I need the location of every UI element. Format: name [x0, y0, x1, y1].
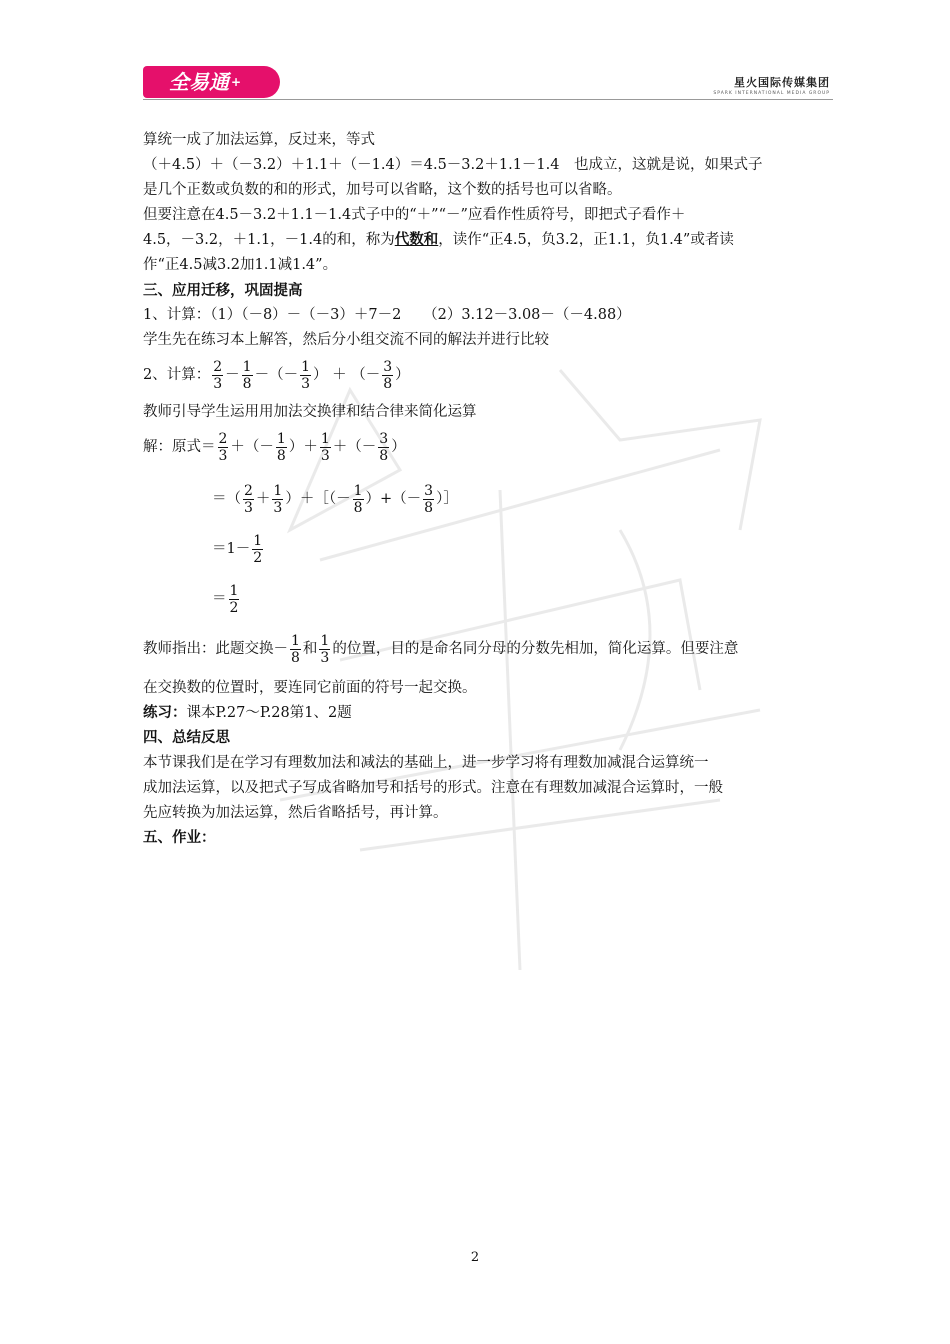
solution-step: ＝1－ $\frac{1}{2}$	[212, 532, 263, 566]
company-name	[713, 74, 830, 96]
section-heading: 五、作业：	[143, 829, 216, 846]
solution-step: 解：原式＝ $\frac{2}{3}$ ＋（－ $\frac{1}{8}$ ）＋ $\frac{1}{3}$ ＋（－ $\frac{3}{8}$ ）	[143, 430, 406, 464]
practice-label: 练习：	[143, 704, 187, 721]
fraction: $\frac{1}{3}$	[320, 632, 330, 666]
fraction: $\frac{2}{3}$	[213, 358, 223, 392]
text-fragment: 4.5，－3.2，＋1.1，－1.4的和，称为	[143, 232, 395, 248]
fraction: $\frac{1}{2}$	[229, 582, 239, 616]
exercise-question: 2、计算： $\frac{2}{3}$ － $\frac{1}{8}$ －（－ $\frac{1}{3}$ ） ＋ （－ $\frac{3}{8}$ ）	[143, 358, 410, 392]
practice-text: 课本P.27～P.28第1、2题	[186, 705, 352, 721]
fraction: $\frac{1}{8}$	[291, 632, 300, 666]
fraction: $\frac{3}{8}$	[383, 358, 393, 392]
exercise-question: 1、计算：（1）（－8）－（－3）＋7－2 （2）3.12－3.08－（－4.88）	[143, 307, 631, 323]
fraction: $\frac{1}{3}$	[301, 358, 310, 392]
paragraph-line: 是几个正数或负数的和的形式，加号可以省略，这个数的括号也可以省略。	[143, 182, 622, 198]
fraction: $\frac{2}{3}$	[218, 430, 228, 464]
question-label: 2、计算：	[143, 367, 211, 383]
paragraph-line: 在交换数的位置时，要连同它前面的符号一起交换。	[143, 680, 477, 696]
solution-label: 解：原式＝	[143, 439, 216, 455]
brand-logo	[143, 66, 280, 98]
paragraph-line: （＋4.5）＋（－3.2）＋1.1＋（－1.4）＝4.5－3.2＋1.1－1.4 也成立，这就是说，如果式子	[143, 157, 763, 173]
practice-line	[143, 703, 352, 723]
fraction: $\frac{3}{8}$	[424, 482, 434, 516]
paragraph-line: 教师引导学生运用用加法交换律和结合律来简化运算	[143, 404, 477, 420]
paragraph-line: 先应转换为加法运算，然后省略括号，再计算。	[143, 805, 448, 821]
fraction: $\frac{3}{8}$	[379, 430, 389, 464]
paragraph-line: 教师指出：此题交换－ $\frac{1}{8}$ 和 $\frac{1}{3}$ 的位置，目的是命名同分母的分数先相加，简化运算。但要注意	[143, 632, 739, 666]
paragraph-line: 学生先在练习本上解答，然后分小组交流不同的解法并进行比较	[143, 332, 549, 348]
paragraph-line: 成加法运算，以及把式子写成省略加号和括号的形式。注意在有理数加减混合运算时，一般	[143, 780, 723, 796]
fraction: $\frac{2}{3}$	[244, 482, 253, 516]
fraction: $\frac{1}{3}$	[320, 430, 330, 464]
term-algebraic-sum: 代数和	[394, 231, 439, 248]
fraction: $\frac{1}{8}$	[353, 482, 363, 516]
company-name-cn: 星火国际传媒集团	[734, 76, 830, 89]
paragraph-line: 本节课我们是在学习有理数加法和减法的基础上，进一步学习将有理数加减混合运算统一	[143, 755, 709, 771]
fraction: $\frac{1}{2}$	[253, 532, 263, 566]
fraction: $\frac{1}{3}$	[273, 482, 283, 516]
page-number: 2	[470, 1250, 480, 1265]
solution-step: ＝（ $\frac{2}{3}$ ＋ $\frac{1}{3}$ ）＋［（－ $\frac{1}{8}$ ）+（－ $\frac{3}{8}$ ）］	[212, 482, 458, 516]
logo-text: 全易通	[169, 70, 229, 94]
paragraph-line: 算统一成了加法运算，反过来，等式	[143, 132, 375, 148]
company-name-en: SPARK INTERNATIONAL MEDIA GROUP	[713, 91, 830, 96]
paragraph-line: 作“正4.5减3.2加1.1减1.4”。	[143, 257, 338, 273]
paragraph-line	[143, 230, 734, 250]
header-divider	[143, 99, 833, 100]
fraction: $\frac{1}{8}$	[242, 358, 252, 392]
section-heading: 三、应用迁移，巩固提高	[143, 282, 303, 299]
text-fragment: ，读作“正4.5，负3.2，正1.1，负1.4”或者读	[438, 232, 734, 248]
logo-star: +	[231, 75, 242, 89]
fraction: $\frac{1}{8}$	[276, 430, 286, 464]
section-heading: 四、总结反思	[143, 729, 230, 746]
solution-step: ＝ $\frac{1}{2}$	[212, 582, 239, 616]
paragraph-line: 但要注意在4.5－3.2＋1.1－1.4式子中的“＋”“－”应看作性质符号，即把式子看作＋	[143, 207, 686, 223]
